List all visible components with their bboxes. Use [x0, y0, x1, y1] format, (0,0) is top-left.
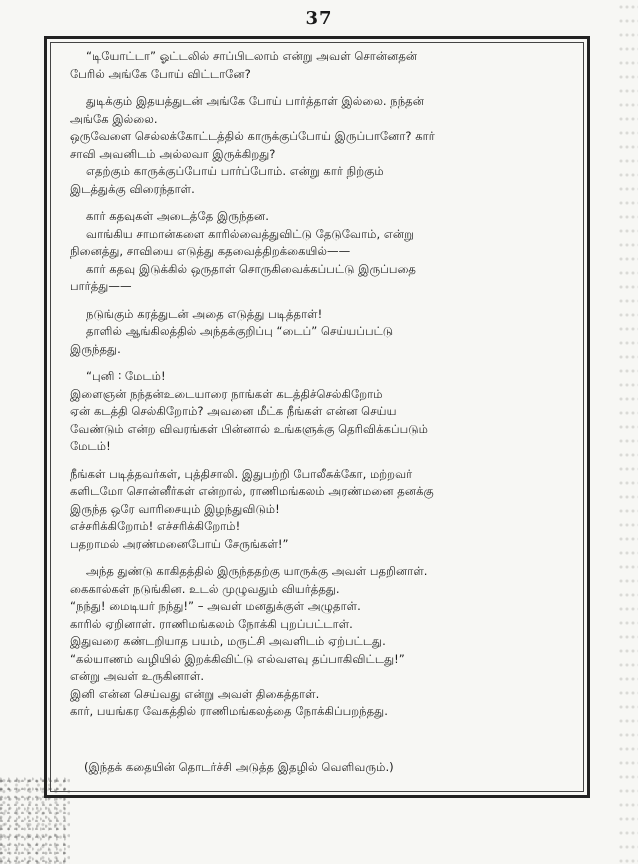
- text-line: இதுவரை கண்டறியாத பயம், மருட்சி அவளிடம் ஏற்பட்டது.: [70, 634, 386, 648]
- text-line: பேரில் அங்கே போய் விட்டானே?: [70, 66, 251, 81]
- page-number: 37: [305, 8, 333, 29]
- paragraph: [70, 48, 576, 83]
- text-line: “கல்யாணம் வழியில் இறக்கிவிட்டு எல்வளவு தப்பாகிவிட்டது!”: [70, 651, 405, 666]
- text-line: ஒருவேளை செல்லக்கோட்டத்தில் காருக்குப்போய் இருப்பானோ? கார்: [70, 129, 435, 143]
- paragraph: [70, 563, 576, 721]
- paragraph: [70, 93, 576, 198]
- text-line: “புனி ∶ மேடம்!: [86, 369, 166, 383]
- text-line: “டியோட்டா” ஓட்டலில் சாப்பிடலாம் என்று அவள் சொன்னதன்: [86, 49, 418, 63]
- text-line: அங்கே இல்லை.: [70, 111, 158, 126]
- text-line: நடுங்கும் கரத்துடன் அதை எடுத்து படித்தாள்!: [86, 306, 323, 321]
- paragraph: [70, 466, 576, 554]
- text-line: இடத்துக்கு விரைந்தாள்.: [70, 181, 195, 196]
- text-line: ஏன் கடத்தி செல்கிறோம்? அவனை மீட்க நீங்கள் என்ன செய்ய: [70, 404, 397, 418]
- paragraph: [70, 368, 576, 456]
- text-line: கார் கதவு இடுக்கில் ஒருதாள் சொருகிவைக்கப்பட்டு இருப்பதை: [86, 261, 416, 276]
- text-line: களிடமோ சொன்னீர்கள் என்றால், ராணிமங்கலம் அரண்மனை தனக்கு: [70, 484, 434, 498]
- text-line: இருந்த ஒரே வாரிசையும் இழந்துவிடும்!: [70, 501, 280, 516]
- text-line: பார்த்து——: [70, 279, 132, 293]
- text-line: எச்சரிக்கிறோம்! எச்சரிக்கிறோம்!: [70, 519, 241, 533]
- text-line: கைகால்கள் நடுங்கின. உடல் முழுவதும் வியர்த்தது.: [70, 581, 340, 596]
- text-line: காரில் ஏறினாள். ராணிமங்கலம் நோக்கி புறப்பட்டாள்.: [70, 616, 353, 631]
- text-line: கார், பயங்கர வேகத்தில் ராணிமங்கலத்தை நோக்கிப்பறந்தது.: [70, 704, 388, 718]
- paragraph: [70, 208, 576, 296]
- text-line: இனி என்ன செய்வது என்று அவள் திகைத்தாள்.: [70, 686, 320, 701]
- text-line: தாளில் ஆங்கிலத்தில் அந்தக்குறிப்பு “டைப்” செய்யப்பட்டு: [86, 324, 394, 338]
- text-line: சாவி அவனிடம் அல்லவா இருக்கிறது?: [70, 146, 276, 161]
- text-line: நினைத்து, சாவியை எடுத்து கதவைத்திறக்கையில்——: [70, 244, 351, 258]
- text-line: “நந்து! மைடியர் நந்து!” – அவள் மனதுக்குள் அழுதாள்.: [70, 599, 361, 613]
- story-text: [70, 48, 576, 731]
- text-line: எதற்கும் காருக்குப்போய் பார்ப்போம். என்று கார் நிற்கும்: [86, 164, 384, 178]
- text-line: பதறாமல் அரண்மனைபோய் சேருங்கள்!”: [70, 536, 289, 551]
- paragraph: [70, 306, 576, 359]
- scan-edge-noise: [618, 0, 638, 864]
- text-line: இளைஞன் நந்தன்உடையாரை நாங்கள் கடத்திச்செல்கிறோம்: [70, 386, 383, 401]
- text-line: அந்த துண்டு காகிதத்தில் இருந்ததற்கு யாருக்கு அவள் பதறினாள்.: [86, 564, 428, 578]
- text-line: மேடம்!: [70, 439, 111, 453]
- text-line: நீங்கள் படித்தவர்கள், புத்திசாலி. இதுபற்றி போலீசுக்கோ, மற்றவர்: [70, 466, 413, 481]
- text-line: கார் கதவுகள் அடைத்தே இருந்தன.: [86, 209, 269, 223]
- text-line: என்று அவள் உருகினாள்.: [70, 669, 205, 683]
- text-line: இருந்தது.: [70, 341, 121, 356]
- text-line: வாங்கிய சாமான்களை காரில்வைத்துவிட்டு தேடுவோம், என்று: [86, 226, 414, 241]
- text-line: வேண்டும் என்ற விவரங்கள் பின்னால் உங்களுக்கு தெரிவிக்கப்படும்: [70, 421, 428, 436]
- continuation-note: (இந்தக் கதையின் தொடர்ச்சி அடுத்த இதழில் வெளிவரும்.): [84, 760, 394, 774]
- text-line: துடிக்கும் இதயத்துடன் அங்கே போய் பார்த்தாள் இல்லை. நந்தன்: [86, 94, 424, 108]
